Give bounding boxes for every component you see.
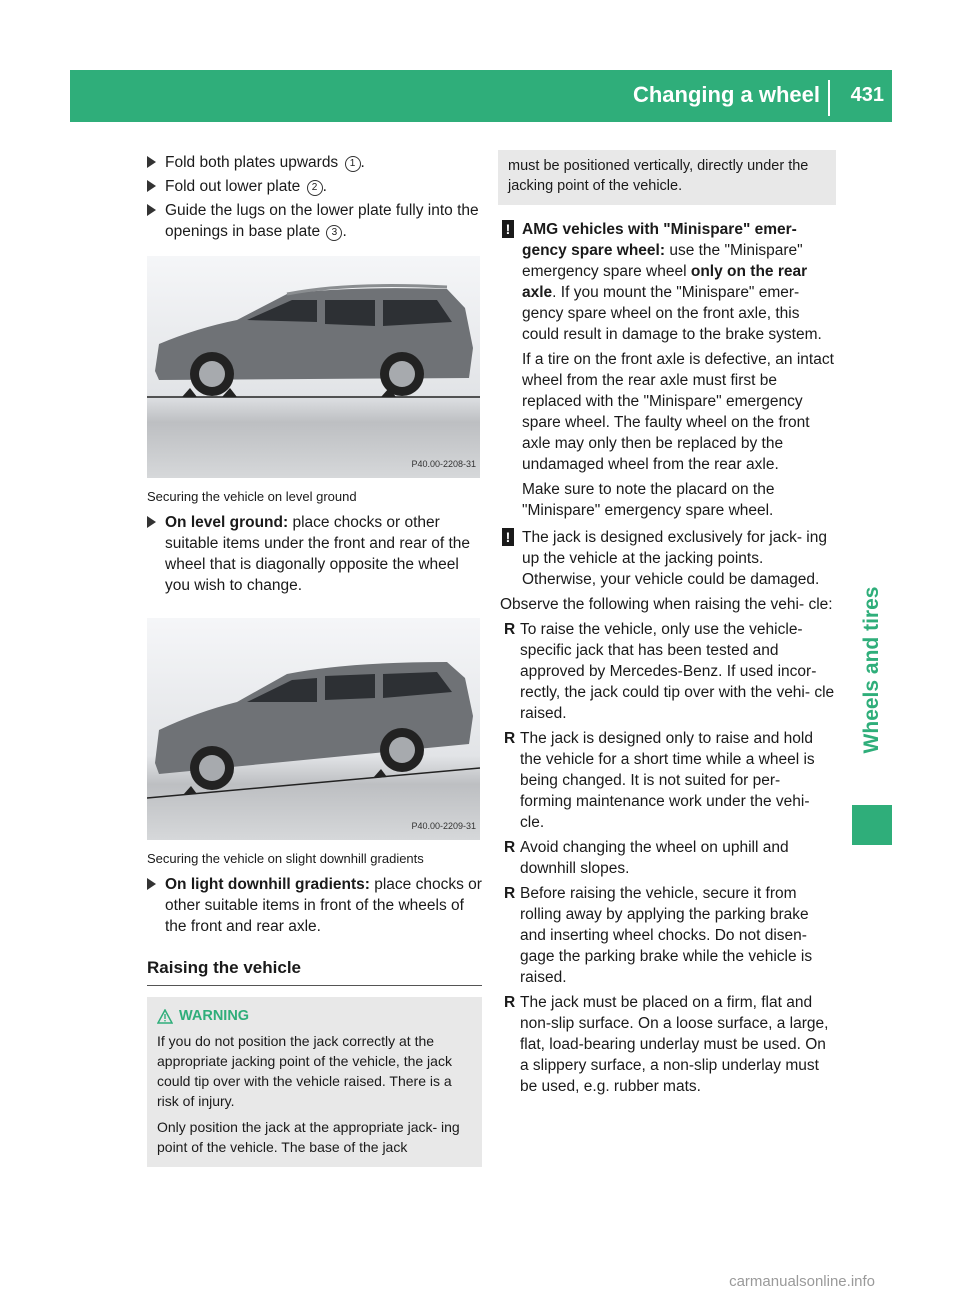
header-separator	[828, 80, 830, 116]
bullet-icon: R	[504, 730, 516, 747]
list-item: R To raise the vehicle, only use the vehicle- specific jack that has been tested and approved by Mercedes-Benz. If used incor- rectly, the jack could tip over with the vehi- cle raised.	[504, 621, 835, 722]
bullet-icon: R	[504, 839, 516, 856]
page-number: 431	[850, 84, 884, 106]
bullet-icon: R	[504, 994, 516, 1011]
list-item: R Before raising the vehicle, secure it from rolling away by applying the parking brake and inserting wheel chocks. Do not disen- gage the parking brake while the vehicle is raised.	[504, 885, 813, 986]
list-item: R Avoid changing the wheel on uphill and downhill slopes.	[504, 839, 789, 877]
note-text: The jack is designed exclusively for jack- ing up the vehicle at the jacking points. Otherwise, your vehicle could be damaged.	[522, 529, 827, 588]
side-tab-label: Wheels and tires	[860, 586, 883, 754]
warning-text: Only position the jack at the appropriate jack- ing point of the vehicle. The base of the jack	[157, 1119, 460, 1155]
list-item: R The jack is designed only to raise and hold the vehicle for a short time while a wheel is being changed. It is not suited for per- forming maintenance work under the vehi- cle.	[504, 730, 815, 831]
figure-caption: Securing the vehicle on slight downhill gradients	[147, 851, 424, 866]
note-jack-design	[500, 527, 836, 590]
step-arrow-icon	[147, 204, 156, 216]
step-level-ground: On level ground: place chocks or other suitable items under the front and rear of the wheel that is diagonally opposite the wheel you wish to change.	[147, 512, 482, 596]
figure-code: P40.00-2208-31	[411, 459, 476, 469]
right-column	[500, 150, 836, 1097]
figure-downhill	[147, 618, 480, 840]
note-text: AMG vehicles with "Minispare" emer- gency spare wheel: use the "Minispare" emergency spare wheel only on the rear axle. If you mount the "Minispare" emer- gency spare wheel on the front axle, this could result in damage to the brake system.	[522, 221, 822, 343]
section-title: Raising the vehicle	[147, 957, 482, 986]
figure-caption: Securing the vehicle on level ground	[147, 489, 357, 504]
note-amg-minispare	[500, 219, 836, 521]
ref-number-icon: 3	[326, 225, 342, 241]
step-arrow-icon	[147, 180, 156, 192]
step-fold-lower-plate: Fold out lower plate 2 .	[147, 176, 482, 197]
ref-number-icon: 1	[345, 156, 361, 172]
exclamation-icon: !	[502, 220, 514, 238]
warning-triangle-icon	[157, 1009, 173, 1024]
warning-heading: WARNING	[157, 1006, 472, 1026]
observe-paragraph: Observe the following when raising the vehi- cle:	[500, 596, 833, 613]
bullet-icon: R	[504, 621, 516, 638]
side-tab	[860, 560, 884, 780]
note-text: If a tire on the front axle is defective, an intact wheel from the rear axle must first be replaced with the "Minispare" emergency spare wheel. The faulty wheel on the front axle may only then be replaced by the undamaged wheel from the rear axle.	[522, 351, 834, 473]
step-downhill: On light downhill gradients: place chocks or other suitable items in front of the wheels of the front and rear axle.	[147, 874, 482, 937]
step-arrow-icon	[147, 878, 156, 890]
suv-downhill-illustration	[147, 618, 480, 840]
header-bar	[70, 70, 892, 122]
side-tab-marker	[852, 805, 892, 845]
step-arrow-icon	[147, 156, 156, 168]
step-guide-lugs: Guide the lugs on the lower plate fully into the openings in base plate 3 .	[147, 200, 482, 242]
warning-text: If you do not position the jack correctly at the appropriate jacking point of the vehicle, the jack could tip over with the vehicle raised. There is a risk of injury.	[157, 1033, 452, 1109]
warning-box	[147, 997, 482, 1167]
figure-code: P40.00-2209-31	[411, 821, 476, 831]
figure-level-ground	[147, 256, 480, 478]
warning-box-continued: must be positioned vertically, directly under the jacking point of the vehicle.	[498, 150, 836, 205]
note-text: Make sure to note the placard on the "Minispare" emergency spare wheel.	[522, 481, 775, 519]
header-title: Changing a wheel	[632, 82, 820, 107]
left-column	[147, 152, 482, 1167]
list-item: R The jack must be placed on a firm, flat and non-slip surface. On a loose surface, a large, flat, load-bearing underlay must be used. On a slippery surface, a non-slip underlay must be used, e.g. rubber mats.	[504, 994, 829, 1095]
suv-level-illustration	[147, 256, 480, 478]
footer-watermark[interactable]: carmanualsonline.info	[729, 1273, 875, 1290]
exclamation-icon: !	[502, 528, 514, 546]
bullet-icon: R	[504, 885, 516, 902]
ref-number-icon: 2	[307, 180, 323, 196]
step-fold-plates: Fold both plates upwards 1 .	[147, 152, 482, 173]
step-arrow-icon	[147, 516, 156, 528]
